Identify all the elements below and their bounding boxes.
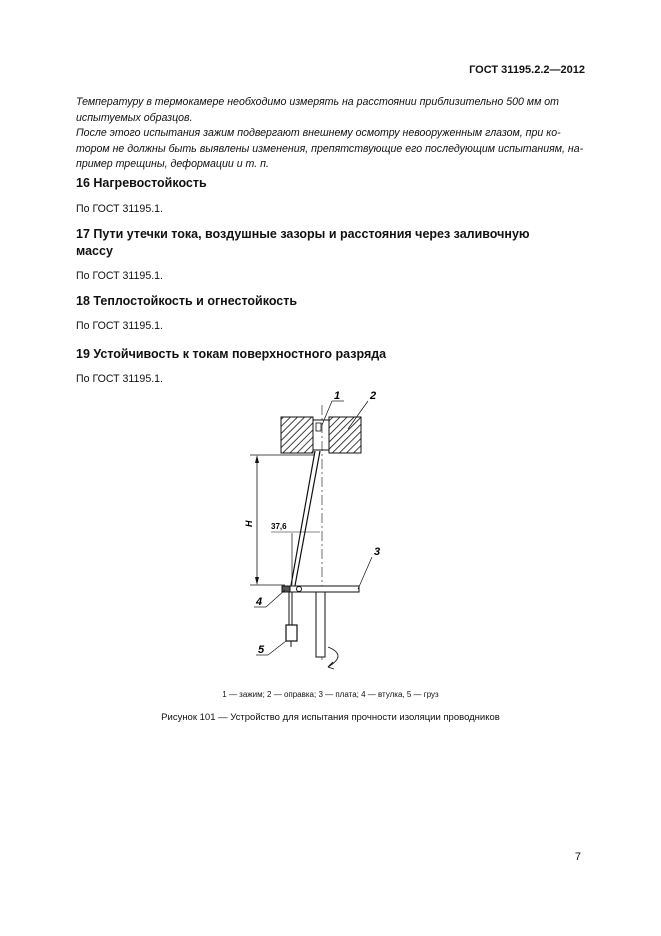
- callout-5-label: 5: [258, 644, 265, 656]
- intro-p1-line2: испытуемых образцов.: [76, 111, 193, 124]
- intro-paragraph-2: [76, 126, 584, 173]
- clamp-left-block: [281, 417, 313, 453]
- intro-paragraph-1: [76, 95, 584, 126]
- section-17-title-line2: массу: [76, 244, 113, 258]
- section-16-body: По ГОСТ 31195.1.: [76, 203, 163, 215]
- callout-2-label: 2: [370, 390, 377, 402]
- callout-3-leader: [358, 557, 372, 589]
- rotation-arrow: [328, 647, 338, 667]
- callout-1-label: 1: [334, 390, 341, 402]
- callout-4-label: 4: [256, 596, 263, 608]
- section-19-body: По ГОСТ 31195.1.: [76, 373, 163, 385]
- section-18-body: По ГОСТ 31195.1.: [76, 320, 163, 332]
- page-number: 7: [574, 851, 581, 863]
- weight: [286, 625, 297, 641]
- conductor-line-b: [294, 451, 320, 591]
- section-17-title-line1: 17 Пути утечки тока, воздушные зазоры и расстояния через заливочную: [76, 227, 530, 241]
- figure-caption: Рисунок 101 — Устройство для испытания прочности изоляции проводников: [161, 712, 500, 723]
- section-17-body: По ГОСТ 31195.1.: [76, 270, 163, 282]
- intro-p1-line1: Температуру в термокамере необходимо измерять на расстоянии приблизительно 500 мм от: [76, 96, 559, 108]
- section-17-title: [76, 226, 576, 260]
- mandrel-slot: [316, 423, 321, 431]
- document-header: ГОСТ 31195.2.2—2012: [469, 64, 585, 76]
- angle-dim-label: 37,6: [271, 522, 287, 531]
- intro-p2-line3: пример трещины, деформации и т. п.: [76, 158, 269, 170]
- intro-p2-line1: После этого испытания зажим подвергают внешнему осмотру невооруженным глазом, при ко-: [76, 127, 561, 139]
- intro-p2-line2: тором не должны быть выявлены изменения, препятствующие его последующим испытаниям, на-: [76, 142, 584, 155]
- callout-4-leader: [266, 590, 285, 607]
- conductor-line-a: [290, 451, 315, 591]
- bushing: [282, 586, 290, 592]
- callout-5-leader: [268, 641, 286, 655]
- dim-h-arrow-top: [255, 455, 259, 463]
- dim-h-arrow-bottom: [255, 577, 259, 585]
- dim-h-label: H: [244, 520, 254, 527]
- callout-3-label: 3: [374, 546, 380, 558]
- shaft: [316, 592, 325, 657]
- clamp-right-block: [329, 417, 361, 453]
- section-18-title: 18 Теплостойкость и огнестойкость: [76, 294, 298, 308]
- section-19-title: 19 Устойчивость к токам поверхностного разряда: [76, 347, 387, 361]
- section-16-title: 16 Нагревостойкость: [76, 176, 207, 190]
- bushing-ring: [297, 587, 302, 592]
- insulation-test-figure: [230, 385, 380, 675]
- figure-legend: 1 — зажим; 2 — оправка; 3 — плата; 4 — втулка, 5 — груз: [222, 690, 439, 699]
